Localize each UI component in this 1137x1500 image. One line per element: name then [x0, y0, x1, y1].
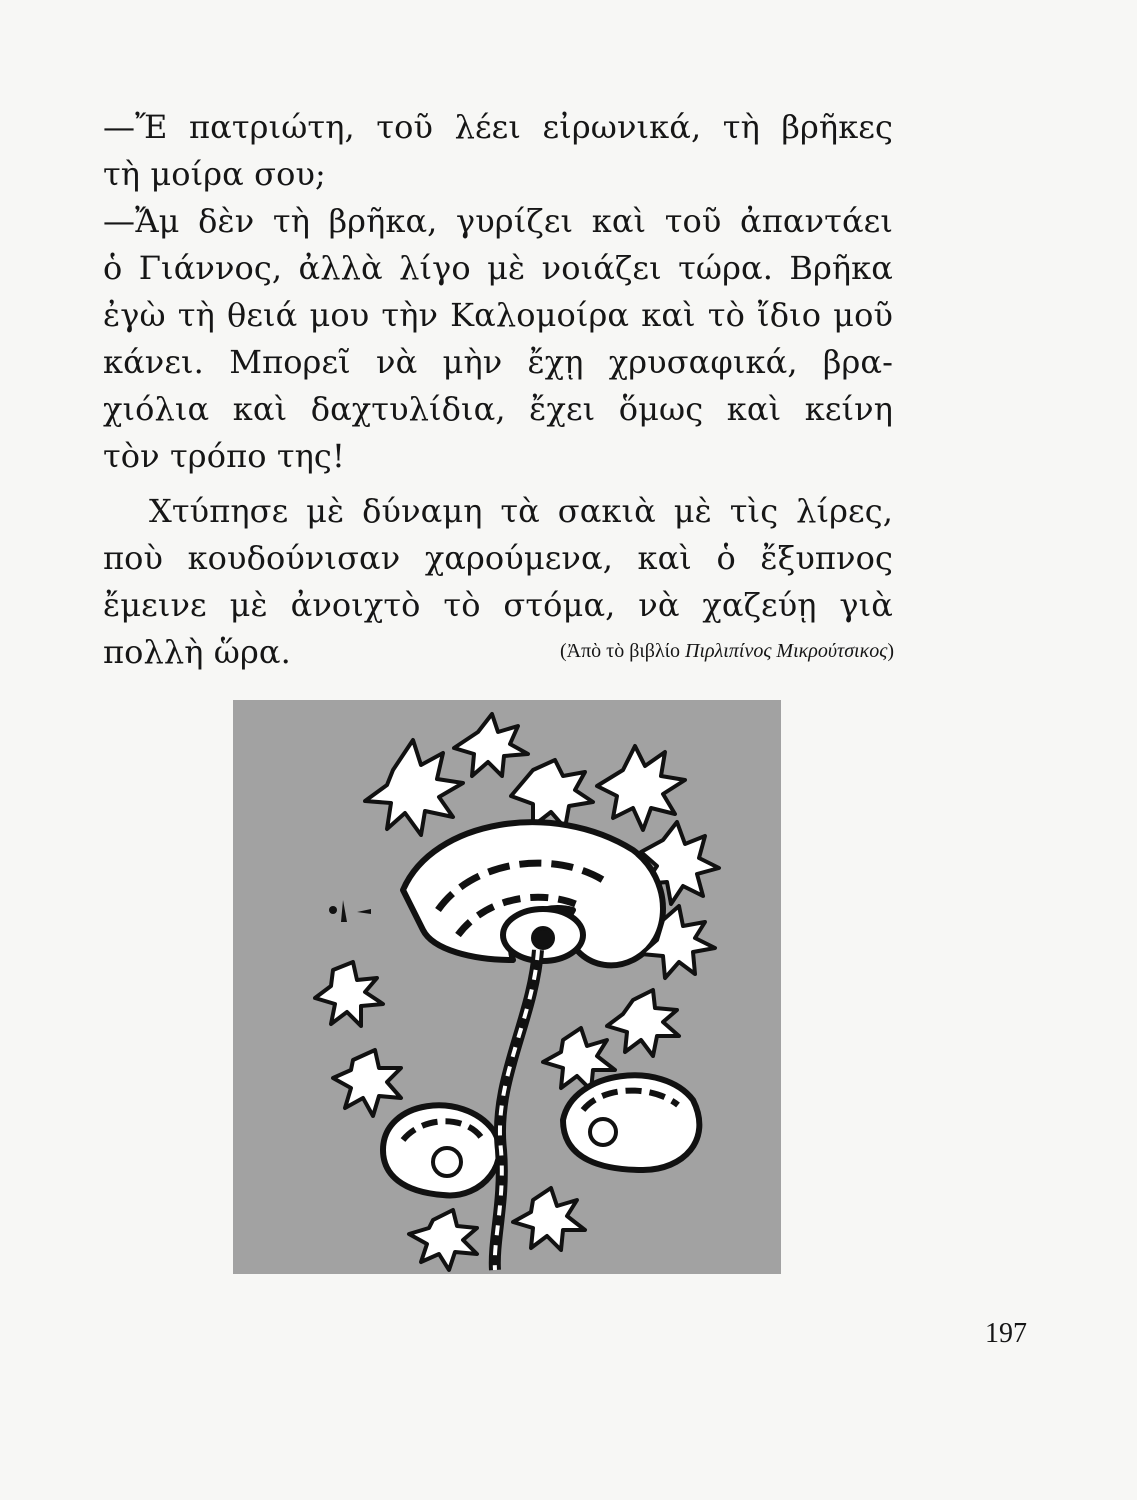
text-line: τὸν τρόπο της! [103, 437, 345, 475]
text-line: τὴ μοίρα σου; [103, 155, 326, 193]
page-number: 197 [985, 1318, 1027, 1349]
flower-illustration [233, 700, 781, 1274]
citation-book-title: Πιρλιπίνος Μικρούτσικος [685, 640, 888, 662]
text-line: ὁ Γιάννος, ἀλλὰ λίγο μὲ νοιάζει τώρα. Βρῆκα [103, 249, 893, 287]
text-line: ποὺ κουδούνισαν χαρούμενα, καὶ ὁ ἔξυπνος [103, 539, 893, 577]
citation-suffix: ) [887, 640, 894, 662]
flower-branch-icon [233, 700, 781, 1274]
story-text [103, 104, 893, 676]
text-line: χιόλια καὶ δαχτυλίδια, ἔχει ὅμως καὶ κείνη [103, 390, 893, 428]
text-line: Χτύπησε μὲ δύναμη τὰ σακιὰ μὲ τὶς λίρες, [149, 492, 893, 530]
text-line: ἔμεινε μὲ ἀνοιχτὸ τὸ στόμα, νὰ χαζεύῃ γιὰ [103, 586, 893, 624]
text-line: κάνει. Μπορεῖ νὰ μὴν ἔχῃ χρυσαφικά, βρα- [103, 343, 893, 381]
text-line: πολλὴ ὥρα. [103, 633, 291, 671]
text-line: —Ἄμ δὲν τὴ βρῆκα, γυρίζει καὶ τοῦ ἀπαντάει [103, 202, 893, 240]
text-line: —Ἔ πατριώτη, τοῦ λέει εἰρωνικά, τὴ βρῆκες [103, 108, 893, 146]
source-citation [480, 640, 894, 663]
text-line: ἐγὼ τὴ θειά μου τὴν Καλομοίρα καὶ τὸ ἴδιο μοῦ [103, 296, 893, 334]
citation-prefix: (Ἀπὸ τὸ βιβλίο [559, 640, 686, 662]
